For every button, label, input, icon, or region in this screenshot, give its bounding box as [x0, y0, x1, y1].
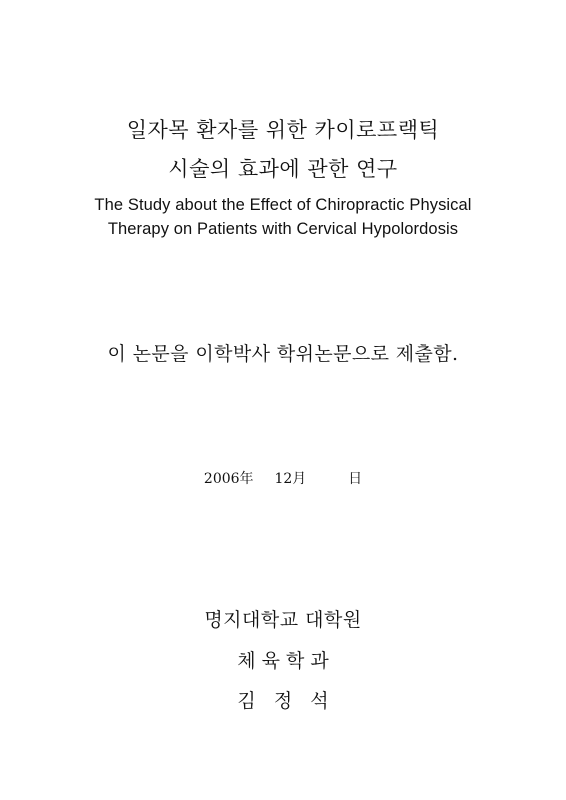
- submission-date: 2006年 12月 日: [203, 471, 363, 487]
- department-name: 체 육 학 과: [237, 650, 329, 672]
- title-english-line-2: Therapy on Patients with Cervical Hypolordosis: [107, 220, 459, 238]
- submission-statement: 이 논문을 이학박사 학위논문으로 제출함.: [107, 343, 459, 365]
- university-name: 명지대학교 대학원: [204, 609, 362, 631]
- author-name: 김 정 석: [237, 690, 329, 712]
- title-english-line-1: The Study about the Effect of Chiropractic Physical: [94, 196, 472, 214]
- title-korean-line-2: 시술의 효과에 관한 연구: [168, 157, 398, 181]
- title-korean-line-1: 일자목 환자를 위한 카이로프랙틱: [126, 118, 440, 142]
